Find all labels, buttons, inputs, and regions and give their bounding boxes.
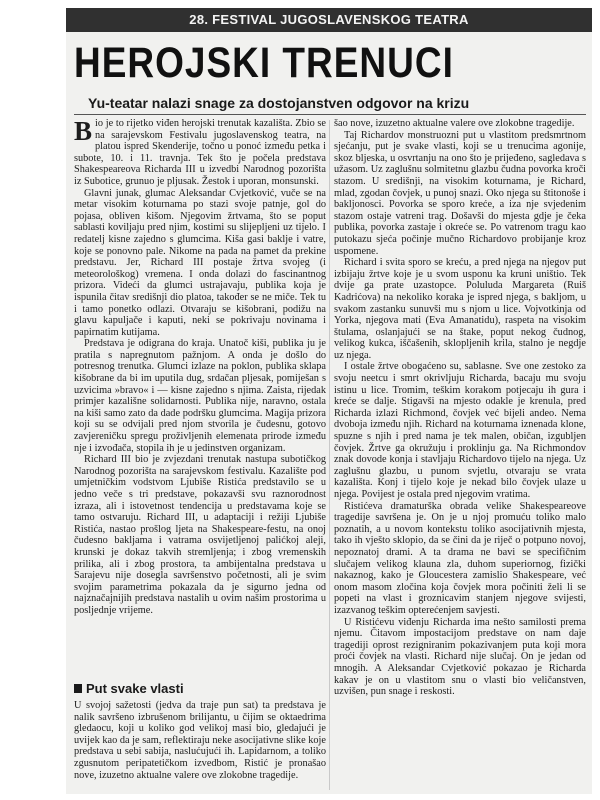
paragraph: Predstava je odigrana do kraja. Unatoč kiši, publika ju je pratila s napregnutom pažnjom. A onda je došlo do potresnog trenutka. Glumci izlaze na poklon, publika sklapa kišobrane da bi im uputila dug, srdačan pljesak, pomiješan s uzvicima »bravo« i — kisne zajedno s njima. Zaista, rijedak primjer kazališne solidarnosti. Publika nije, naravno, ostala na kiši samo zato da dade podršku glumcima. Magija prizora koji su se odvijali pred njom stvorila je čudesnu, gotovo zavjereničku spregu proživljenih elemenata prirode između nje i izvođača, stopila ih je u jedinstven organizam. [74, 338, 326, 454]
section-title: Put svake vlasti [86, 681, 184, 696]
article-column-left-lower [74, 700, 326, 792]
paragraph: Taj Richardov monstruozni put u vlastitom predsmrtnom sjećanju, put je svake vlasti, koji se u trenucima agonije, skoz bljeska, u osvrtanju na ono što je prijeđeno, sagledava s užasom. Uz zaglušnu solmitetnu glazbu čudna povorka kroči stazom. U središnji, na visokim koturnama, je Richard, mlad, zgodan čovjek, u punoj snazi. Oko njega su štitonoše i bakljonosci. Povorka se sporo kreće, a iza nje svjedenim stazom ostaje vatreni trag. Došavši do mjesta gdje je čeka publika, povorka zastaje i okreće se. Po vatrenom tragu kao putokazu sjeća počinje mučno Richardovo probijanje kroz uspomene. [334, 129, 586, 257]
paragraph: šao nove, izuzetno aktualne valere ove zlokobne tragedije. [334, 118, 575, 129]
bullet-square-icon [74, 684, 82, 693]
newspaper-clipping [66, 8, 592, 794]
article-column-right [334, 118, 586, 792]
paragraph: U svojoj sažetosti (jedva da traje pun sat) ta predstava je nalik savršeno izbrušenom brilijantu, u čijim se oktaedrima gledaocu, koji u koliko god velikoj masi bio, gledajući je uvijek kao da je sam, reflektiraju neke asocijativne slike koje predstava u sebi sabija, naslućujući ih. Lapidarnom, a toliko zgusnutom peripatetičkom izvedbom, Ristić je pronašao nove, izuzetno aktualne valere ove zlokobne tragedije. [74, 700, 326, 781]
festival-banner: 28. FESTIVAL JUGOSLAVENSKOG TEATRA [66, 8, 592, 32]
paragraph-text: io je to rijetko viđen herojski trenutak kazališta. Zbio se na sarajevskom Festivalu jugoslavenskog teatra, na platou ispred Skenderije, točno u ponoć između petka i subote, 10. i 11. travnja. Tek što je počela predstava Shakespeareova Richarda III u izvedbi Narodnog pozorišta iz Subotice, grunuo je pljusak. Žestok i uporan, monsunski. [74, 118, 326, 187]
paragraph: U Ristićevu viđenju Richarda ima nešto samilosti prema njemu. Čitavom impostacijom predstave on nam daje tragediji oprost rezigniranim pokazivanjem puta koji mora proći čovjek na vlasti. Richard nije slučaj. On je jedan od mnogih. A Aleksandar Cvjetković pokazao je Richarda kakav je on u vlastitom snu o vlasti bio veličanstven, uzvišen, pun snage i reskosti. [334, 616, 586, 698]
drop-cap: B [74, 118, 93, 146]
header-rule [74, 114, 586, 115]
subheadline: Yu-teatar nalazi snage za dostojanstven odgovor na krizu [88, 95, 470, 111]
paragraph [74, 118, 326, 188]
paragraph: Ristićeva dramaturška obrada velike Shakespeareove tragedije savršena je. On je u njoj promuću toliko malo poznatih, a u novom kontekstu toliko asocijativnih mjesta, tako ih vješto sklopio, da se čini da je riječ o potpuno novoj, nepoznatoj drami. A ta drama ne bavi se specifičnim slučajem velikog klauna zla, duhom superiornog, fizički nakaznog, kako je Gloucestera zamislio Shakespeare, već onom masom zločina koja čovjek mora počiniti želi li se popeti na vlast i groznicavim stanjem njegove svijesti, izazvanog teškim opterećenjem savjesti. [334, 500, 586, 616]
paragraph: I ostale žrtve obogaćeno su, sablasne. Sve one zestoko za svoju neetcu i smrt okrivljuju Richarda, bacaju mu svoju istinu u lice. Tromim, teškim korakom potjecaju ih gura i kreće se dalje. Stigavši na mjesto odakle je krenula, pred Richarda izlazi Richmond, čovjek već bijeli andeo. Nema dvoboja između njih. Richard na koturnama iznenada klone, spuzne s njih i pred nama je tek malen, običan, izgubljen čovjek. Žrtve ga okružuju i proklinju ga. Na Richmondov znak dovode konja i stavljaju Richardovo tijelo na njega. Uz zaglušnu glazbu, u punom svjetlu, otvaraju se vrata kazališta. Konj i tijelo koje je nekad bilo čovjek ulaze u njega. Povijest je ostala pred njegovim vratima. [334, 361, 586, 500]
section-heading [74, 681, 326, 697]
paragraph: Richard III bio je zvjezdani trenutak nastupa subotičkog Narodnog pozorišta na sarajevskom festivalu. Kazalište pod umjetničkim vodstvom Ljubiše Ristića predstavilo se u jedno veče s tri predstave, pokazavši svu raznorodnost izraza, ali i istovetnost tendencija u predstavama koje se tamo ostvaruju. Richard III, u adaptaciji i režiji Ljubiše Ristića, nastao prošlog ljeta na Shakespeare-festu, na onoj čudesno bakljama i vatrama osvijetljenoj palićkoj aleji, krunski je dokaz takvih stremljenja; i zbog vremenskih prilika, ali i zbog prostora, ta ambijentalna predstava u Sarajevu nije dosegla savršenstvo početnosti, ali je svim svojim parametrima pokazala da je sigurno jedna od najznačajnijih predstava nastalih u ovim našim prostorima u posljednje vrijeme. [74, 454, 326, 616]
headline: HEROJSKI TRENUCI [74, 38, 454, 86]
paragraph: Glavni junak, glumac Aleksandar Cvjetković, vuče se na metar visokim koturnama po stazi svoje patnje, gol do pojasa, obliven kišom. Njegovim žrtvama, što se poput sablasti koviljaju pred njim, kostimi su slijepljeni uz tijelo. I redatelj kisne zajedno s glumcima. Kiša gasi baklje i vatre, koje se ponovno pale. Nikome na pada na pamet da prekine predstavu. Jer, Richard III postaje žrtva svojeg (i meteorološkog) vremena. I onda dolazi do fascinantnog prizora. Videći da glumci ustrajavaju, publika koja je ispunila čitav središnji dio platoa, također se ne miče. Tek tu i tamo ponetko odlazi. Otvaraju se kišobrani, podižu na glavu kapuljače i kaputi, neki se pokrivaju novinama i papirnatim kutijama. [74, 187, 326, 338]
article-column-left [74, 118, 326, 678]
paragraph: Richard i svita sporo se kreću, a pred njega na njegov put izbijaju žrtve koje je u svom usponu ka kruni uništio. Tek dvije ga prate uzastopce. Poluluda Margareta (Ruiš Kadrićova) na nekoliko koraka je ispred njega, s bakljom, u svakom zastanku sunuvši mu s njom u lice. Vojvotkinja od Yorka, njegova mati (Eva Amanatidu), raspeta na visokim štulama, oslanjajući se na štake, poput nekog čudnog, velikog kukca, iščašenih, sklopljenih krila, stalno je negdje uz njega. [334, 257, 586, 361]
column-divider [329, 120, 330, 790]
